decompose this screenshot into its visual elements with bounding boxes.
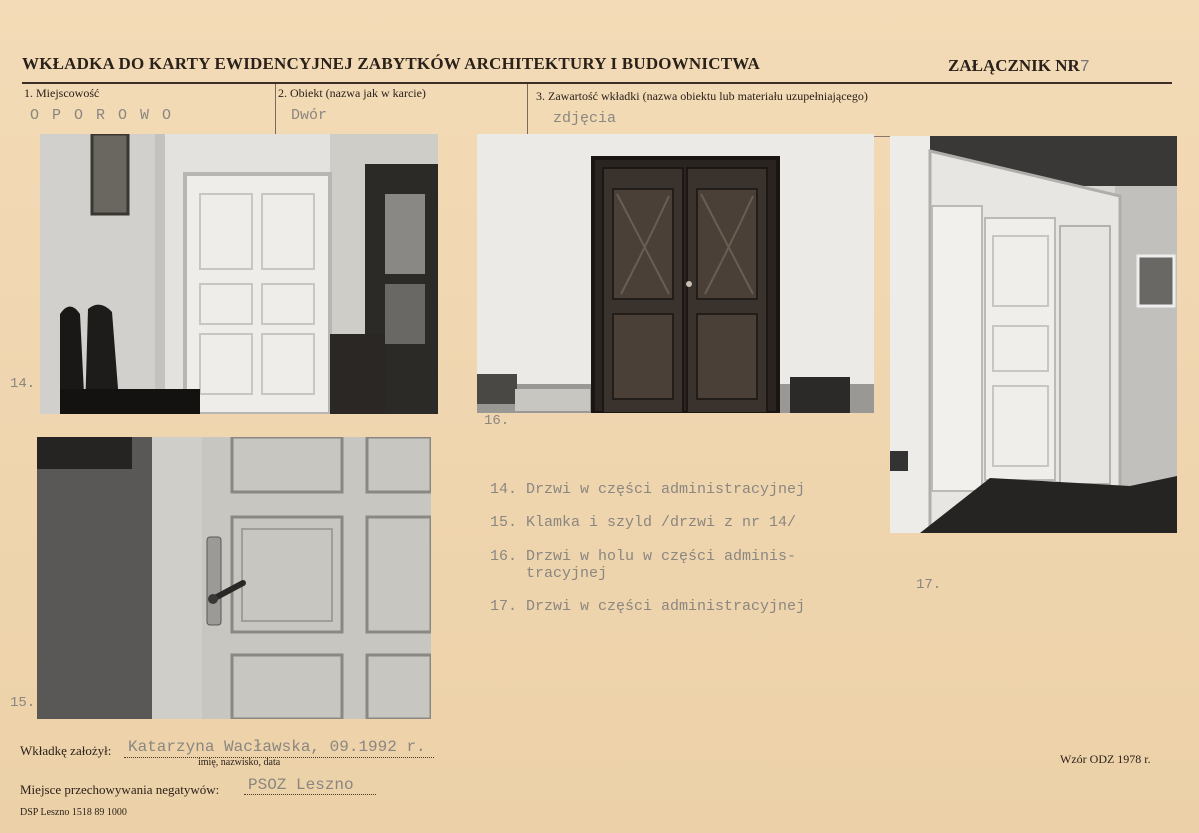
- content-value: zdjęcia: [553, 110, 617, 127]
- header-rule: [22, 82, 1172, 84]
- storage-dotted-line: [244, 793, 376, 795]
- photo-17-number: 17.: [916, 577, 942, 593]
- object-value: Dwór: [291, 107, 328, 124]
- locality-value: O P O R O W O: [30, 107, 174, 124]
- field-divider-1: [275, 84, 276, 134]
- photo-16-number: 16.: [484, 413, 510, 429]
- content-label: 3. Zawartość wkładki (nazwa obiektu lub materiału uzupełniającego): [536, 89, 868, 103]
- photo-16: [477, 134, 874, 413]
- founded-value: Katarzyna Wacławska, 09.1992 r.: [128, 738, 426, 756]
- card-title: WKŁADKA DO KARTY EWIDENCYJNEJ ZABYTKÓW ARCHITEKTURY I BUDOWNICTWA: [22, 54, 761, 73]
- photo-14-number: 14.: [10, 376, 36, 392]
- locality-label: 1. Miejscowość: [24, 86, 100, 100]
- storage-label: Miejsce przechowywania negatywów:: [20, 782, 220, 797]
- caption-16: 16. Drzwi w holu w części adminis- tracyjnej: [490, 548, 797, 582]
- print-info: DSP Leszno 1518 89 1000: [20, 807, 127, 818]
- model-label: Wzór ODZ 1978 r.: [1060, 752, 1151, 766]
- storage-value: PSOZ Leszno: [248, 776, 354, 794]
- field-divider-2: [527, 84, 528, 134]
- annex-number: 7: [1079, 58, 1090, 77]
- photo-17: [890, 136, 1177, 533]
- annex-label-text: ZAŁĄCZNIK NR: [948, 56, 1080, 75]
- caption-17: 17. Drzwi w części administracyjnej: [490, 598, 806, 615]
- object-label: 2. Obiekt (nazwa jak w karcie): [278, 86, 426, 100]
- annex-label: [948, 56, 1090, 77]
- caption-14: 14. Drzwi w części administracyjnej: [490, 481, 806, 498]
- founded-hint: imię, nazwisko, data: [198, 757, 281, 768]
- photo-14: [40, 134, 438, 414]
- photo-15-number: 15.: [10, 695, 36, 711]
- founded-label: Wkładkę założył:: [20, 743, 112, 758]
- photo-15: [37, 437, 431, 719]
- caption-15: 15. Klamka i szyld /drzwi z nr 14/: [490, 514, 797, 531]
